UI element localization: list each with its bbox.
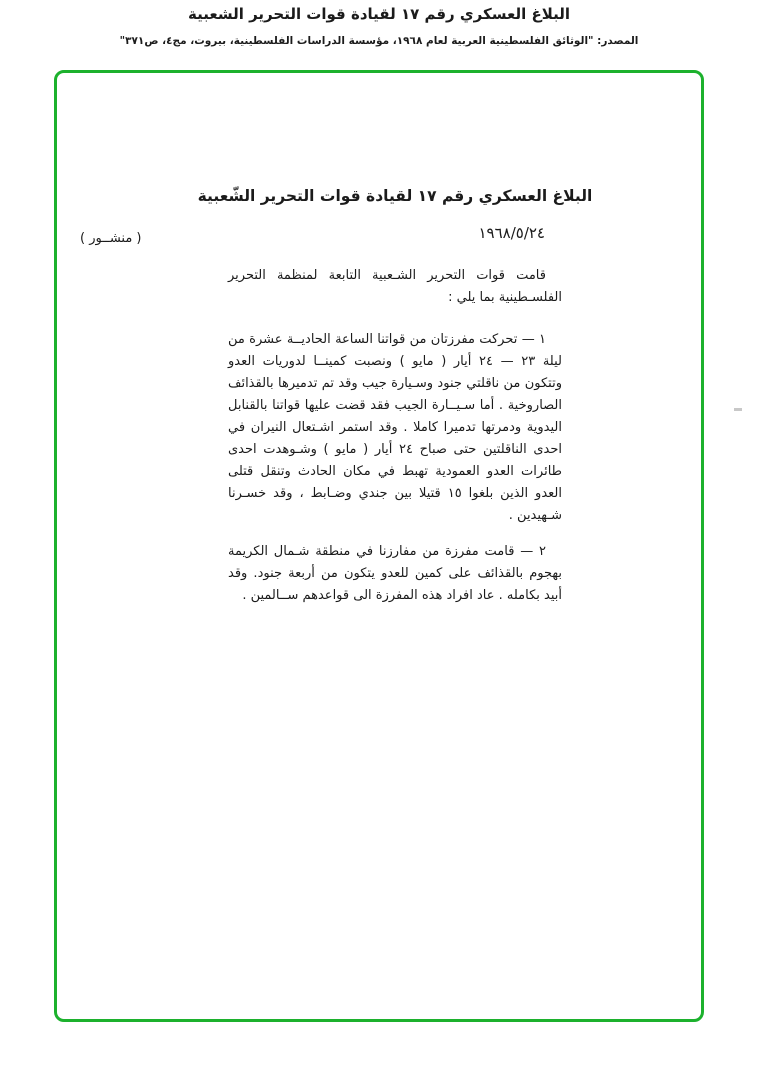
body-paragraph-1: ١ — تحركت مفرزتان من قواتنا الساعة الحاديــة عشرة من ليلة ٢٣ — ٢٤ أيار ( مايو ) ونصبت كمينــا لدوريات العدو وتتكون من ناقلتي جنود وسـيارة جيب وقد تم تدميرها بالقذائف الصاروخية . أما سـيــارة الجيب فقد قضت عليها قواتنا بالقنابل اليدوية ودمرتها تدميرا كاملا . وقد استمر اشـتعال النيران في احدى الناقلتين حتى صباح ٢٤ أيار ( مايو ) وشـوهدت احدى طائرات العدو العمودية تهبط في مكان الحادث وتنقل قتلى العدو الذين بلغوا ١٥ قتيلا بين جندي وضـابط ، وقد خسـرنا شـهيدين . [228,332,563,523]
document-body [228,265,562,621]
intro-paragraph: قامت قوات التحرير الشـعبية التابعة لمنظمة التحرير الفلسـطينية بما يلي : [228,268,562,305]
page-title: البلاغ العسكري رقم ١٧ لقيادة قوات التحرير الشعبية [188,5,570,23]
source-citation: المصدر: "الوثائق الفلسطينية العربية لعام ١٩٦٨، مؤسسة الدراسات الفلسطينية، بيروت، مج٤، ص٣٧١" [119,35,639,47]
document-title: البلاغ العسكري رقم ١٧ لقيادة قوات التحرير الشّعبية [197,187,593,205]
scan-artifact [734,408,742,411]
body-paragraph-2: ٢ — قامت مفرزة من مفارزنا في منطقة شـمال الكريمة بهجوم بالقذائف على كمين للعدو يتكون من أربعة جنود. وقد أبيد بكامله . عاد افراد هذه المفرزة الى قواعدهم ســالمين . [228,544,562,603]
publication-note: ( منشــور ) [80,231,142,246]
green-page-frame [54,70,704,1022]
document-date: ١٩٦٨/٥/٢٤ [478,224,545,242]
